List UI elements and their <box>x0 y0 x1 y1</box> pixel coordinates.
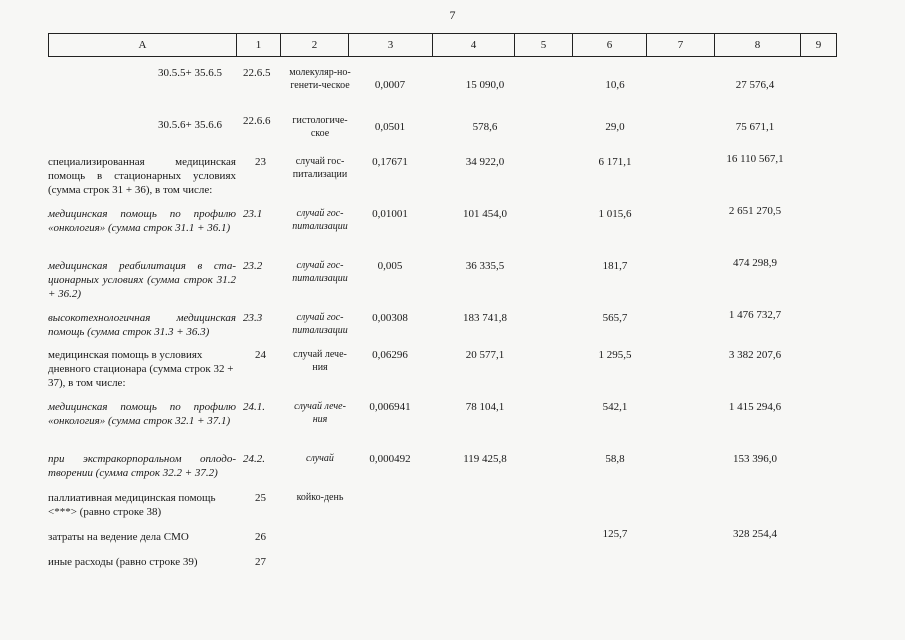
row-value-6: 181,7 <box>602 260 628 272</box>
row-label: паллиативная медицинская помощь <***> (равно строке 38) <box>48 492 216 518</box>
row-unit: случай лече-ния <box>293 349 347 373</box>
row-value-4: 20 577,1 <box>465 349 505 361</box>
row-value-6: 542,1 <box>602 401 628 413</box>
row-value-8: 27 576,4 <box>735 79 775 91</box>
row-value-8: 1 476 732,7 <box>728 309 782 321</box>
row-label: высокотехнологичная медицинская помощь (сумма строк 31.3 + 36.3) <box>48 312 236 338</box>
row-number: 23 <box>255 156 266 168</box>
row-number: 23.1 <box>243 208 263 220</box>
row-value-6: 58,8 <box>605 453 625 465</box>
row-value-4: 34 922,0 <box>465 156 505 168</box>
row-number: 24 <box>255 349 266 361</box>
header-cell-9: 9 <box>801 34 837 57</box>
header-cell-3: 3 <box>349 34 433 57</box>
row-number: 22.6.5 <box>243 67 271 79</box>
header-cell-a: A <box>49 34 237 57</box>
row-unit: случай <box>306 453 334 464</box>
row-unit: гистологиче-ское <box>292 115 348 139</box>
row-value-6: 125,7 <box>602 528 628 540</box>
row-label: медицинская помощь в условиях дневного стационара (сумма строк 32 + 37), в том числе: <box>48 349 234 389</box>
header-cell-2: 2 <box>281 34 349 57</box>
row-value-3: 0,06296 <box>372 349 408 361</box>
row-label: специализированная медицинская помощь в стационарных условиях (сумма строк 31 + 36), в том числе: <box>48 156 236 196</box>
row-number: 23.2 <box>243 260 263 272</box>
row-value-6: 565,7 <box>602 312 628 324</box>
row-value-4: 36 335,5 <box>465 260 505 272</box>
header-cell-4: 4 <box>433 34 515 57</box>
row-number: 26 <box>255 531 266 543</box>
header-cell-7: 7 <box>647 34 715 57</box>
row-value-6: 6 171,1 <box>598 156 632 168</box>
row-unit: случай гос-питализации <box>292 208 348 232</box>
row-value-6: 1 015,6 <box>598 208 632 220</box>
table-header <box>48 33 837 57</box>
header-cell-8: 8 <box>715 34 801 57</box>
header-cell-1: 1 <box>237 34 281 57</box>
row-value-3: 0,0501 <box>374 121 406 133</box>
row-value-4: 78 104,1 <box>465 401 505 413</box>
row-value-3: 0,006941 <box>369 401 411 413</box>
row-value-3: 0,0007 <box>374 79 406 91</box>
row-unit: случай гос-питализации <box>292 260 348 284</box>
row-label: медицинская помощь по профилю «онкология» (сумма строк 32.1 + 37.1) <box>48 401 236 427</box>
row-value-8: 328 254,4 <box>733 528 777 540</box>
row-value-4: 578,6 <box>472 121 498 133</box>
row-value-3: 0,000492 <box>369 453 411 465</box>
row-value-4: 119 425,8 <box>463 453 507 465</box>
row-value-6: 10,6 <box>605 79 625 91</box>
header-cell-5: 5 <box>515 34 573 57</box>
row-value-8: 1 415 294,6 <box>728 401 782 413</box>
row-value-8: 2 651 270,5 <box>728 205 782 217</box>
row-unit: койко-день <box>296 492 344 503</box>
row-number: 23.3 <box>243 312 263 324</box>
row-value-8: 75 671,1 <box>735 121 775 133</box>
page-number: 7 <box>449 8 456 22</box>
row-unit: случай лече-ния <box>294 401 346 425</box>
row-unit: случай гос-питализации <box>292 312 348 336</box>
row-value-8: 153 396,0 <box>733 453 777 465</box>
row-value-8: 474 298,9 <box>733 257 777 269</box>
row-value-6: 1 295,5 <box>598 349 632 361</box>
row-unit: молекуляр-но-генети-ческое <box>289 67 351 91</box>
row-value-4: 15 090,0 <box>465 79 505 91</box>
header-cell-6: 6 <box>573 34 647 57</box>
row-number: 24.2. <box>243 453 265 465</box>
row-label: медицинская реабилитация в ста-ционарных условиях (сумма строк 31.2 + 36.2) <box>48 260 236 300</box>
row-unit: случай гос-питализации <box>292 156 348 180</box>
row-label: иные расходы (равно строке 39) <box>48 556 198 568</box>
row-value-8: 16 110 567,1 <box>726 153 784 165</box>
row-number: 24.1. <box>243 401 265 413</box>
row-value-6: 29,0 <box>605 121 625 133</box>
row-label: медицинская помощь по профилю «онкология» (сумма строк 31.1 + 36.1) <box>48 208 236 234</box>
row-value-4: 101 454,0 <box>463 208 507 220</box>
row-label: затраты на ведение дела СМО <box>48 531 189 543</box>
row-number: 25 <box>255 492 266 504</box>
row-value-3: 0,01001 <box>372 208 408 220</box>
row-value-3: 0,17671 <box>372 156 408 168</box>
row-label: 30.5.5+ 35.6.5 <box>158 67 222 79</box>
row-value-3: 0,00308 <box>372 312 408 324</box>
row-label: при экстракорпоральном оплодо-творении (сумма строк 32.2 + 37.2) <box>48 453 236 479</box>
row-value-3: 0,005 <box>377 260 403 272</box>
row-number: 22.6.6 <box>243 115 271 127</box>
row-number: 27 <box>255 556 266 568</box>
row-value-4: 183 741,8 <box>463 312 507 324</box>
row-label: 30.5.6+ 35.6.6 <box>158 119 222 131</box>
row-value-8: 3 382 207,6 <box>728 349 782 361</box>
